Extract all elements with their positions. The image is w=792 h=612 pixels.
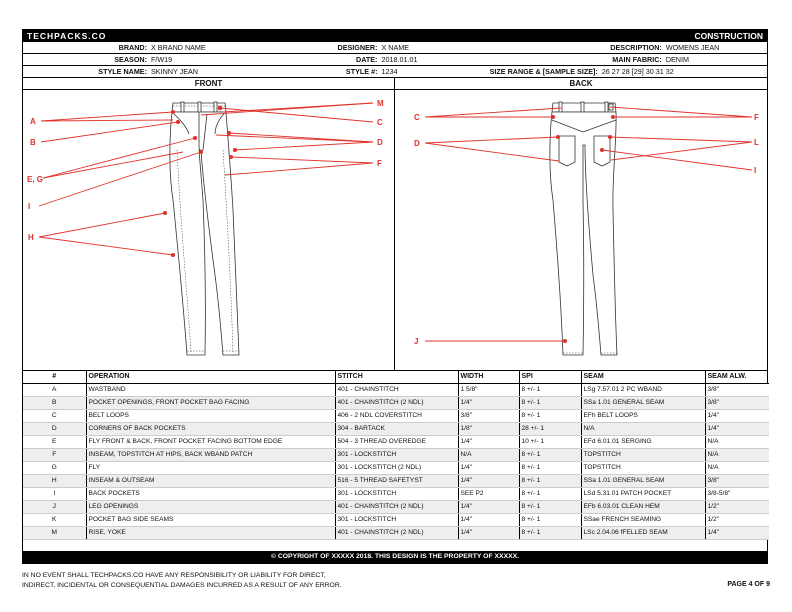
cell-row-id: H [23,474,86,487]
description-value: WOMENS JEAN [665,43,720,52]
disclaimer-line-1: IN NO EVENT SHALL TECHPACKS.CO HAVE ANY RESPONSIBILITY OR LIABILITY FOR DIRECT, [22,572,326,579]
section-title: CONSTRUCTION [694,31,763,41]
cell-stitch: 516 - 5 THREAD SAFETYST [335,474,458,487]
cell-operation: INSEAM & OUTSEAM [86,474,335,487]
disclaimer-line-2: INDIRECT, INCIDENTAL OR CONSEQUENTIAL DAMAGES INCURRED AS A RESULT OF ANY ERROR. [22,582,342,589]
cell-spi: 8 +/- 1 [519,409,581,422]
cell-width: 1/4" [458,474,519,487]
back-jeans-drawing [550,102,617,355]
table-row [23,409,769,422]
style-number-field [219,66,461,77]
style-name-value: SKINNY JEAN [151,67,198,76]
info-row-1 [23,42,767,54]
cell-row-id: F [23,448,86,461]
table-row [23,461,769,474]
fabric-label: MAIN FABRIC: [612,55,662,64]
cell-seam-allowance: 3/8-5/8" [705,487,769,500]
cell-row-id: B [23,396,86,409]
col-id: # [23,371,86,383]
callout-back-j: J [414,337,419,346]
cell-row-id: K [23,513,86,526]
cell-operation: LEG OPENINGS [86,500,335,513]
callout-back-l: L [754,138,759,147]
cell-row-id: E [23,435,86,448]
cell-row-id: A [23,383,86,396]
callout-b: B [30,138,36,147]
cell-operation: FLY [86,461,335,474]
cell-seam-allowance: N/A [705,435,769,448]
cell-spi: 8 +/- 1 [519,448,581,461]
cell-stitch: 301 - LOCKSTITCH [335,448,458,461]
cell-stitch: 406 - 2 NDL COVERSTITCH [335,409,458,422]
construction-table [23,371,769,540]
cell-width: 1/4" [458,500,519,513]
size-range-field [462,66,767,77]
back-view-title: BACK [395,78,767,90]
cell-spi: 8 +/- 1 [519,461,581,474]
cell-row-id: C [23,409,86,422]
cell-width: 1/8" [458,422,519,435]
table-row [23,500,769,513]
cell-seam-allowance: 3/8" [705,383,769,396]
cell-operation: WASTBAND [86,383,335,396]
cell-row-id: J [23,500,86,513]
col-stitch: STITCH [335,371,458,383]
disclaimer [22,571,622,591]
cell-operation: POCKET OPENINGS, FRONT POCKET BAG FACING [86,396,335,409]
callout-a: A [30,117,36,126]
table-row [23,396,769,409]
cell-stitch: 401 - CHAINSTITCH (2 NDL) [335,500,458,513]
fabric-value: DENIM [665,55,689,64]
brand-field [23,42,219,53]
cell-width: 3/8" [458,409,519,422]
cell-spi: 8 +/- 1 [519,396,581,409]
front-sketch [23,90,395,370]
cell-seam: EFh BELT LOOPS [581,409,705,422]
season-label: SEASON: [114,55,147,64]
table-row [23,513,769,526]
style-number-label: STYLE #: [345,67,378,76]
table-row [23,487,769,500]
cell-width: 1/4" [458,396,519,409]
cell-width: 1/4" [458,435,519,448]
callout-back-f: F [754,113,759,122]
cell-spi: 8 +/- 1 [519,526,581,539]
cell-spi: 8 +/- 1 [519,513,581,526]
callout-d: D [377,138,383,147]
cell-seam: SSa 1.01 GENERAL SEAM [581,396,705,409]
page-number: PAGE 4 OF 9 [727,581,770,588]
cell-seam: LSg 7.57.01 2 PC WBAND [581,383,705,396]
cell-seam-allowance: 1/4" [705,422,769,435]
size-range-value: 26 27 28 [29] 30 31 32 [601,67,674,76]
season-value: F/W19 [151,55,173,64]
cell-seam: EFd 6.01.01 SERGING [581,435,705,448]
callout-back-c: C [414,113,420,122]
date-label: DATE: [356,55,378,64]
techpack-sheet [22,29,768,564]
cell-seam-allowance: 1/2" [705,513,769,526]
size-range-label: SIZE RANGE & [SAMPLE SIZE]: [489,67,598,76]
callout-back-d: D [414,139,420,148]
designer-field [219,42,461,53]
cell-spi: 8 +/- 1 [519,487,581,500]
cell-operation: CORNERS OF BACK POCKETS [86,422,335,435]
cell-width: 1 5/8" [458,383,519,396]
company-name: TECHPACKS.CO [27,31,107,41]
col-seam: SEAM [581,371,705,383]
designer-label: DESIGNER: [337,43,378,52]
col-seam-allowance: SEAM ALW. [705,371,769,383]
date-value: 2018.01.01 [381,55,418,64]
cell-row-id: I [23,487,86,500]
copyright-bar: © COPYRIGHT OF XXXXX 2018. THIS DESIGN IS THE PROPERTY OF XXXXX. [23,551,767,563]
style-name-label: STYLE NAME: [98,67,147,76]
sketch-views [23,78,767,371]
cell-row-id: G [23,461,86,474]
cell-width: N/A [458,448,519,461]
description-field [462,42,767,53]
cell-spi: 10 +/- 1 [519,435,581,448]
front-jeans-drawing [170,102,239,355]
fabric-field [462,54,767,65]
cell-seam: TOPSTITCH [581,448,705,461]
cell-stitch: 401 - CHAINSTITCH (2 NDL) [335,526,458,539]
cell-operation: BACK POCKETS [86,487,335,500]
designer-value: X NAME [381,43,410,52]
cell-seam-allowance: 3/8" [705,396,769,409]
cell-spi: 8 +/- 1 [519,500,581,513]
cell-width: 1/4" [458,461,519,474]
info-row-3 [23,66,767,78]
cell-seam-allowance: 3/8" [705,474,769,487]
cell-spi: 8 +/- 1 [519,474,581,487]
cell-seam-allowance: 1/2" [705,500,769,513]
cell-stitch: 301 - LOCKSTITCH [335,487,458,500]
season-field [23,54,219,65]
cell-stitch: 401 - CHAINSTITCH [335,383,458,396]
cell-operation: POCKET BAG SIDE SEAMS [86,513,335,526]
cell-stitch: 504 - 3 THREAD OVEREDGE [335,435,458,448]
col-width: WIDTH [458,371,519,383]
description-label: DESCRIPTION: [610,43,662,52]
style-name-field [23,66,219,77]
callout-i: I [28,202,31,211]
back-sketch [395,90,767,370]
cell-seam-allowance: N/A [705,448,769,461]
cell-seam: N/A [581,422,705,435]
cell-row-id: D [23,422,86,435]
front-view-title: FRONT [23,78,394,90]
cell-operation: INSEAM, TOPSTITCH AT HIPS, BACK WBAND PATCH [86,448,335,461]
cell-seam: SSa 1.01 GENERAL SEAM [581,474,705,487]
callout-f: F [377,159,382,168]
cell-row-id: M [23,526,86,539]
table-row [23,474,769,487]
cell-seam: SSae FRENCH SEAMING [581,513,705,526]
info-row-2 [23,54,767,66]
brand-label: BRAND: [118,43,147,52]
table-row [23,448,769,461]
table-header-row [23,371,769,383]
brand-value: X BRAND NAME [151,43,206,52]
back-view [395,78,767,370]
table-row [23,435,769,448]
cell-operation: FLY FRONT & BACK, FRONT POCKET FACING BOTTOM EDGE [86,435,335,448]
style-number-value: 1234 [381,67,398,76]
cell-stitch: 304 - BARTACK [335,422,458,435]
callout-m: M [377,99,384,108]
cell-stitch: 301 - LOCKSTITCH [335,513,458,526]
cell-seam: LSc 2.04.06 fFELLED SEAM [581,526,705,539]
cell-seam-allowance: N/A [705,461,769,474]
cell-operation: BELT LOOPS [86,409,335,422]
cell-width: 1/4" [458,513,519,526]
cell-spi: 28 +/- 1 [519,422,581,435]
callout-e-g: E, G [27,175,44,184]
table-row [23,383,769,396]
cell-seam: EFb 6.03.01 CLEAN HEM [581,500,705,513]
callout-h: H [28,233,34,242]
col-operation: OPERATION [86,371,335,383]
cell-stitch: 401 - CHAINSTITCH (2 NDL) [335,396,458,409]
callout-c: C [377,118,383,127]
cell-operation: RISE, YOKE [86,526,335,539]
cell-stitch: 301 - LOCKSTITCH (2 NDL) [335,461,458,474]
cell-seam: TOPSTITCH [581,461,705,474]
header-bar [23,30,767,42]
col-spi: SPI [519,371,581,383]
front-view [23,78,395,370]
cell-width: 1/4" [458,526,519,539]
cell-seam-allowance: 1/4" [705,526,769,539]
cell-seam-allowance: 1/4" [705,409,769,422]
table-row [23,422,769,435]
callout-back-i: I [754,166,757,175]
table-row [23,526,769,539]
date-field [219,54,461,65]
cell-width: SEE P2 [458,487,519,500]
cell-spi: 8 +/- 1 [519,383,581,396]
cell-seam: LSd 5.31.01 PATCH POCKET [581,487,705,500]
